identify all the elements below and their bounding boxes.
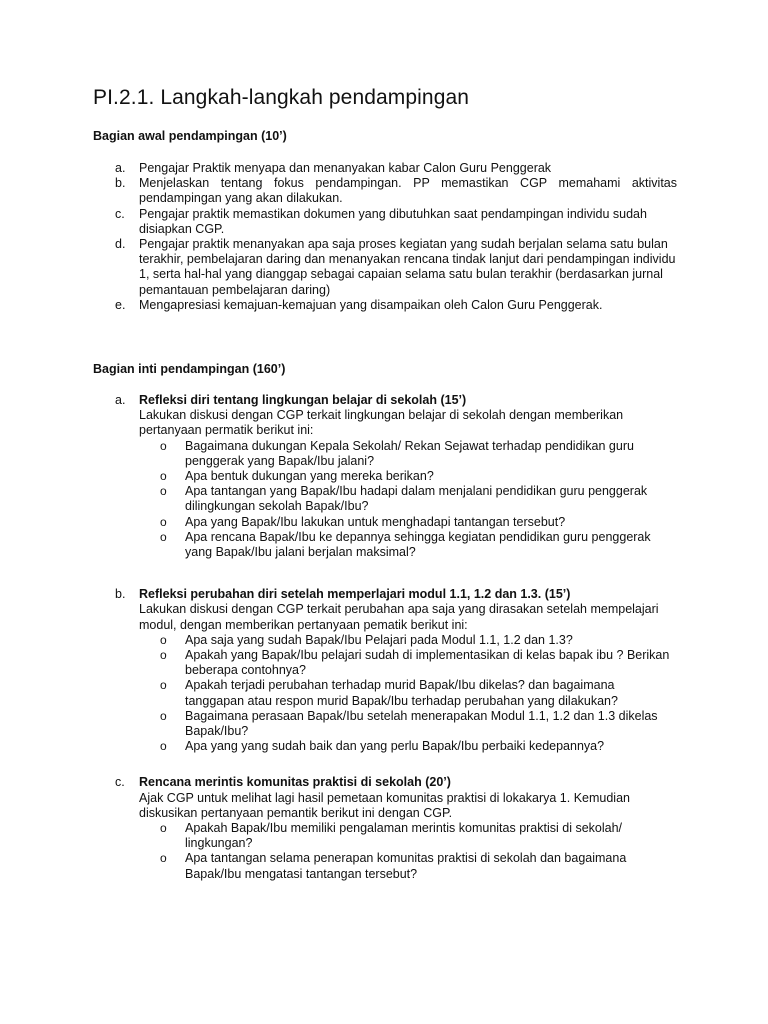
inti-step-title: Refleksi perubahan diri setelah memperlajari modul 1.1, 1.2 dan 1.3. (15’) bbox=[139, 587, 571, 602]
awal-step-text: Pengajar praktik menanyakan apa saja proses kegiatan yang sudah berjalan selama satu bulan terakhir, pembelajaran daring dan menanyakan rencana tindak lanjut dari pendampingan individu 1, serta hal-hal yang dianggap sebagai capaian selama satu bulan terakhir (berdasarkan jurnal pemantauan pembelajaran daring) bbox=[139, 237, 676, 297]
question-item bbox=[139, 709, 677, 739]
question-text: Apa yang yang sudah baik dan yang perlu Bapak/Ibu perbaiki kedepannya? bbox=[185, 739, 605, 754]
question-item bbox=[139, 469, 677, 484]
question-list bbox=[139, 439, 677, 561]
section-heading-inti: Bagian inti pendampingan (160’) bbox=[93, 362, 286, 376]
list-marker: a. bbox=[115, 393, 126, 407]
question-text: Apa tantangan yang Bapak/Ibu hadapi dalam menjalani pendidikan guru penggerak dilingkungan sekolah Bapak/Ibu? bbox=[185, 484, 648, 514]
awal-step bbox=[93, 176, 677, 206]
list-marker: a. bbox=[115, 161, 126, 175]
bullet-icon: o bbox=[160, 708, 167, 723]
inti-step-title: Refleksi diri tentang lingkungan belajar di sekolah (15’) bbox=[139, 393, 467, 407]
bullet-icon: o bbox=[160, 632, 167, 647]
awal-steps-list bbox=[93, 161, 677, 313]
question-text: Apa saja yang sudah Bapak/Ibu Pelajari pada Modul 1.1, 1.2 dan 1.3? bbox=[185, 632, 573, 647]
list-marker: c. bbox=[115, 206, 125, 221]
section-heading-awal: Bagian awal pendampingan (10’) bbox=[93, 129, 287, 143]
question-text: Apakah yang Bapak/Ibu pelajari sudah di implementasikan di kelas bapak ibu ? Berikan beberapa contohnya? bbox=[185, 648, 670, 678]
question-item bbox=[139, 439, 677, 469]
inti-step-b bbox=[93, 587, 677, 754]
list-marker: e. bbox=[115, 297, 126, 312]
awal-step-text: Menjelaskan tentang fokus pendampingan. PP memastikan CGP memahami aktivitas pendampingan yang akan dilakukan. bbox=[139, 176, 677, 206]
question-item bbox=[139, 530, 677, 560]
question-text: Apakah terjadi perubahan terhadap murid Bapak/Ibu dikelas? dan bagaimana tanggapan atau respon murid Bapak/Ibu terhadap perubahan yang dilakukan? bbox=[185, 678, 618, 708]
question-item bbox=[139, 633, 677, 648]
awal-step-text: Pengajar Praktik menyapa dan menanyakan kabar Calon Guru Penggerak bbox=[139, 161, 552, 175]
question-text: Apakah Bapak/Ibu memiliki pengalaman merintis komunitas praktisi di sekolah/ lingkungan? bbox=[185, 821, 623, 851]
bullet-icon: o bbox=[160, 648, 167, 663]
bullet-icon: o bbox=[160, 438, 167, 453]
bullet-icon: o bbox=[160, 851, 167, 866]
inti-step-intro: Lakukan diskusi dengan CGP terkait lingkungan belajar di sekolah dengan memberikan pertanyaan permatik berikut ini: bbox=[139, 408, 624, 438]
inti-step-intro: Lakukan diskusi dengan CGP terkait perubahan apa saja yang dirasakan setelah mempelajari modul, dengan memberikan pertanyaan pematik berikut ini: bbox=[139, 602, 659, 632]
awal-step-text: Mengapresiasi kemajuan-kemajuan yang disampaikan oleh Calon Guru Penggerak. bbox=[139, 297, 603, 312]
bullet-icon: o bbox=[160, 514, 167, 529]
bullet-icon: o bbox=[160, 739, 167, 754]
inti-step-c bbox=[93, 775, 677, 881]
question-text: Bagaimana perasaan Bapak/Ibu setelah menerapakan Modul 1.1, 1.2 dan 1.3 dikelas Bapak/Ibu? bbox=[185, 708, 658, 739]
list-marker: b. bbox=[115, 176, 126, 191]
question-text: Apa bentuk dukungan yang mereka berikan? bbox=[185, 469, 434, 484]
awal-step bbox=[93, 161, 677, 176]
list-marker: d. bbox=[115, 237, 126, 252]
bullet-icon: o bbox=[160, 529, 167, 544]
awal-step bbox=[93, 237, 677, 298]
question-item bbox=[139, 648, 677, 678]
question-item bbox=[139, 739, 677, 754]
question-text: Apa yang Bapak/Ibu lakukan untuk menghadapi tantangan tersebut? bbox=[185, 514, 566, 529]
page-title: PI.2.1. Langkah-langkah pendampingan bbox=[93, 86, 470, 109]
inti-step-intro: Ajak CGP untuk melihat lagi hasil pemetaan komunitas praktisi di lokakarya 1. Kemudian diskusikan pertanyaan pemantik berikut ini dengan CGP. bbox=[139, 790, 630, 820]
question-item bbox=[139, 515, 677, 530]
question-list bbox=[139, 633, 677, 755]
bullet-icon: o bbox=[160, 484, 167, 499]
question-text: Apa rencana Bapak/Ibu ke depannya sehingga kegiatan pendidikan guru penggerak yang Bapak/Ibu jalani berjalan maksimal? bbox=[185, 529, 651, 560]
inti-step-title: Rencana merintis komunitas praktisi di sekolah (20’) bbox=[139, 775, 451, 790]
awal-step bbox=[93, 298, 677, 313]
question-item bbox=[139, 821, 677, 851]
inti-steps-list bbox=[93, 393, 677, 882]
bullet-icon: o bbox=[160, 678, 167, 693]
awal-step bbox=[93, 207, 677, 237]
inti-step-a bbox=[93, 393, 677, 560]
question-item bbox=[139, 484, 677, 514]
awal-step-text: Pengajar praktik memastikan dokumen yang dibutuhkan saat pendampingan individu sudah disiapkan CGP. bbox=[139, 206, 647, 236]
question-list bbox=[139, 821, 677, 882]
bullet-icon: o bbox=[160, 469, 167, 484]
list-marker: c. bbox=[115, 775, 125, 790]
question-text: Apa tantangan selama penerapan komunitas praktisi di sekolah dan bagaimana Bapak/Ibu mengatasi tantangan tersebut? bbox=[185, 851, 627, 881]
question-text: Bagaimana dukungan Kepala Sekolah/ Rekan Sejawat terhadap pendidikan guru penggerak yang Bapak/Ibu jalani? bbox=[185, 438, 634, 468]
question-item bbox=[139, 678, 677, 708]
list-marker: b. bbox=[115, 587, 126, 602]
question-item bbox=[139, 851, 677, 881]
bullet-icon: o bbox=[160, 821, 167, 836]
